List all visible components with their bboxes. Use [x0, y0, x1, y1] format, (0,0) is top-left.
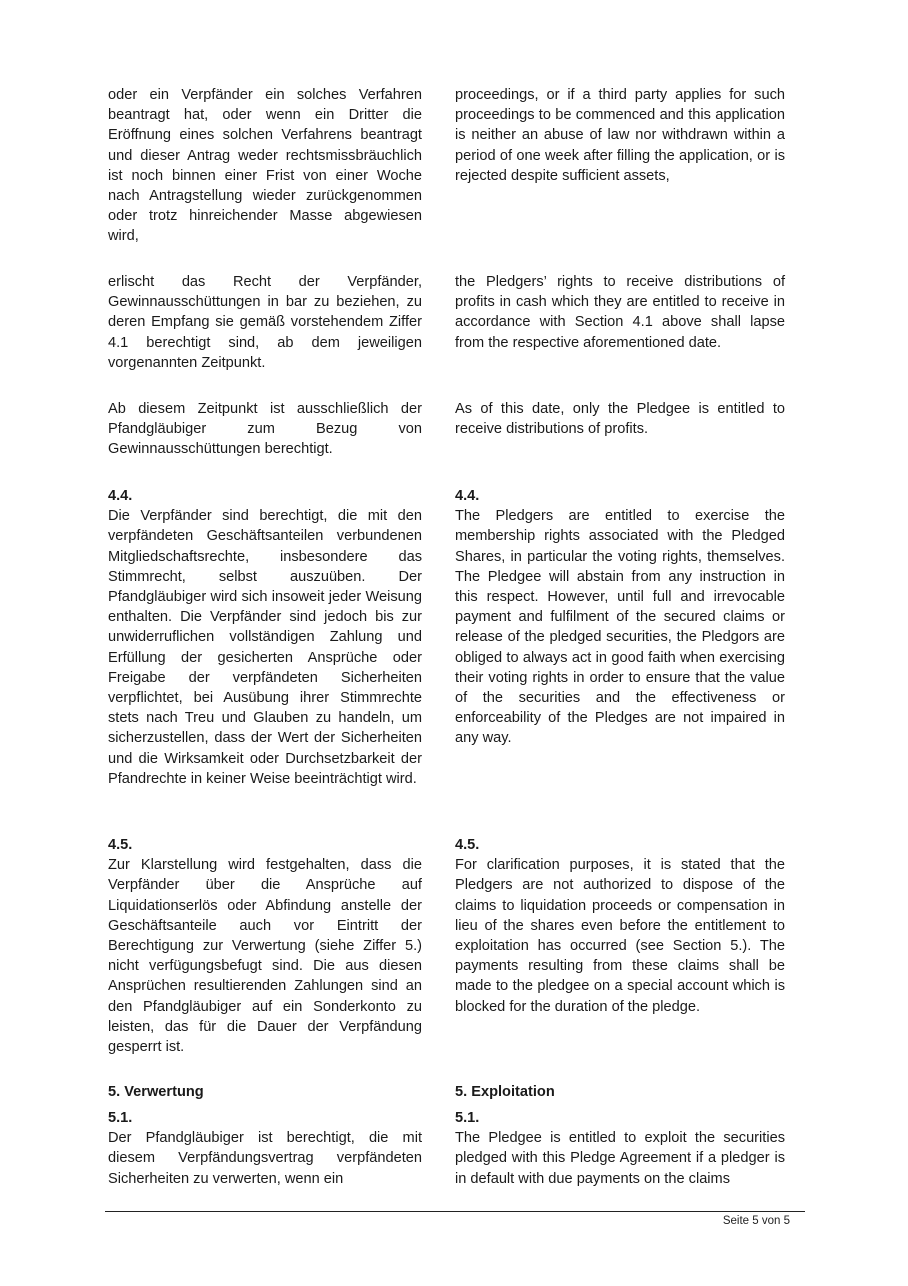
section-4-4-de	[108, 486, 422, 789]
section-number: 5.1.	[455, 1110, 480, 1126]
section-number: 4.4.	[455, 488, 480, 504]
section-text: Der Pfandgläubiger ist berechtigt, die mit diesem Verpfändungsvertrag verpfändeten Sicherheiten zu verwerten, wenn ein	[108, 1130, 422, 1187]
paragraph-de-pledgee-entitled: Ab diesem Zeitpunkt ist ausschließlich der Pfandgläubiger zum Bezug von Gewinnausschüttungen berechtigt.	[108, 401, 422, 458]
section-number: 4.4.	[108, 488, 133, 504]
section-number: 4.5.	[108, 837, 133, 853]
section-number: 5.1.	[108, 1110, 133, 1126]
section-text: The Pledgers are entitled to exercise the membership rights associated with the Pledged Shares, in particular the voting rights, themselves. The Pledgee will abstain from any instruction in this respect. However, until full and irrevocable payment and fulfilment of the secured claims or release of the pledged securities, the Pledgors are obliged to always act in good faith when exercising their voting rights in order to ensure that the value of the securities and the effectiveness or enforceability of the Pledges are not impaired in any way.	[455, 508, 785, 747]
section-5-heading-de: 5. Verwertung	[108, 1084, 204, 1100]
section-4-5-en	[455, 835, 785, 1017]
section-text: For clarification purposes, it is stated that the Pledgers are not authorized to dispose of the claims to liquidation proceeds or compensation in lieu of the shares even before the entitlement to exploitation has occurred (see Section 5.). The payments resulting from these claims shall be made to the pledgee on a special account which is blocked for the duration of the pledge.	[455, 857, 785, 1015]
section-number: 4.5.	[455, 837, 480, 853]
paragraph-en-rights-lapse: the Pledgers’ rights to receive distributions of profits in cash which they are entitled to receive in accordance with Section 4.1 above shall lapse from the respective aforementioned date.	[455, 274, 785, 351]
paragraph-de-rights-lapse: erlischt das Recht der Verpfänder, Gewinnausschüttungen in bar zu beziehen, zu deren Empfang sie gemäß vorstehendem Ziffer 4.1 berechtigt sind, ab dem jeweiligen vorgenannten Zeitpunkt.	[108, 274, 422, 371]
paragraph-en-pledgee-entitled: As of this date, only the Pledgee is entitled to receive distributions of profits.	[455, 401, 785, 438]
page-number: Seite 5 von 5	[722, 1215, 790, 1227]
paragraph-de-insolvency-continuation: oder ein Verpfänder ein solches Verfahren beantragt hat, oder wenn ein Dritter die Eröffnung eines solchen Verfahrens beantragt und dieser Antrag weder rechtsmissbräuchlich ist noch binnen einer Frist von einer Woche nach Antragstellung wieder zurückgenommen oder trotz hinreichender Masse abgewiesen wird,	[108, 87, 422, 245]
section-text: Zur Klarstellung wird festgehalten, dass die Verpfänder über die Ansprüche auf Liquidationserlös oder Abfindung anstelle der Geschäftsanteile auch vor Eintritt der Berechtigung zur Verwertung (siehe Ziffer 5.) nicht verfügungsbefugt sind. Die aus diesen Ansprüchen resultierenden Zahlungen sind an den Pfandgläubiger auf ein Sonderkonto zu leisten, das für die Dauer der Verpfändung gesperrt ist.	[108, 857, 422, 1056]
section-4-4-en	[455, 486, 785, 749]
paragraph-en-insolvency-continuation: proceedings, or if a third party applies for such proceedings to be commenced and this application is neither an abuse of law nor withdrawn within a period of one week after filling the application, or is rejected despite sufficient assets,	[455, 87, 785, 184]
section-text: The Pledgee is entitled to exploit the securities pledged with this Pledge Agreement if a pledger is in default with due payments on the claims	[455, 1130, 785, 1187]
footer-divider	[105, 1211, 805, 1212]
section-text: Die Verpfänder sind berechtigt, die mit den verpfändeten Geschäftsanteilen verbundenen Mitgliedschaftsrechte, insbesondere das Stimmrecht, selbst auszuüben. Der Pfandgläubiger wird sich insoweit jeder Weisung enthalten. Die Verpfänder sind jedoch bis zur unwiderruflichen vollständigen Zahlung und Erfüllung der gesicherten Ansprüche oder Freigabe der verpfändeten Sicherheiten verpflichtet, bei Ausübung ihrer Stimmrechte stets nach Treu und Glauben zu handeln, um sicherzustellen, dass der Wert der Sicherheiten und die Wirksamkeit oder Durchsetzbarkeit der Pfandrechte in keiner Weise beeinträchtigt wird.	[108, 508, 422, 787]
section-5-1-en	[455, 1108, 785, 1189]
section-4-5-de	[108, 835, 422, 1057]
section-5-1-de	[108, 1108, 422, 1189]
section-5-heading-en: 5. Exploitation	[455, 1084, 555, 1100]
